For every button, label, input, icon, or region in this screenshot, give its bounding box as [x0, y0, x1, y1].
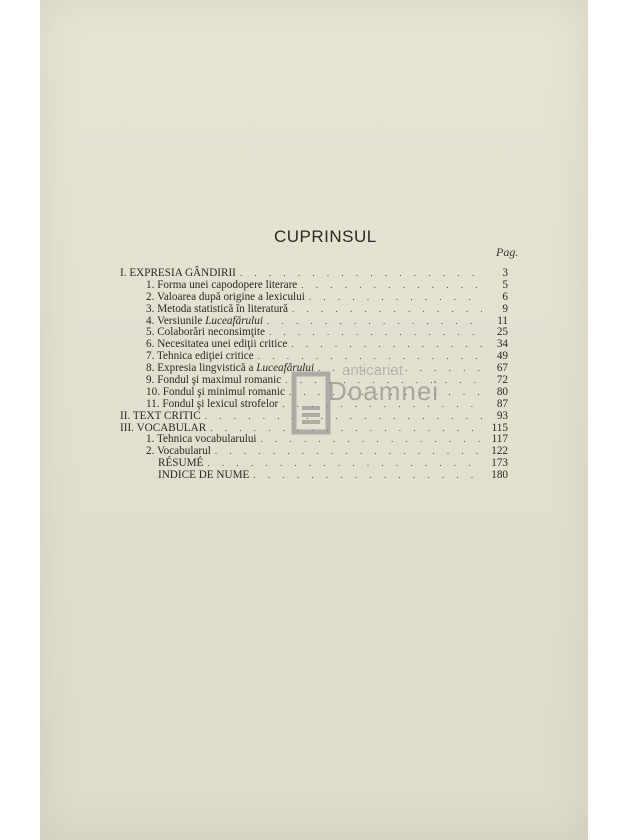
- dot-leader: [301, 280, 482, 292]
- page-column-label: Pag.: [496, 245, 519, 259]
- toc-entry-label: 4. Versiunile Luceafărului: [146, 314, 263, 327]
- toc-entry-page: 117: [491, 433, 508, 446]
- toc-entry-page: 49: [496, 350, 508, 363]
- toc-entry-label: 5. Colaborări neconsimţite: [146, 326, 265, 339]
- toc-entry-page: 122: [491, 445, 508, 458]
- toc-entry-label: II. TEXT CRITIC: [120, 409, 201, 422]
- toc-entry-label: 10. Fondul şi minimul romanic: [146, 385, 285, 398]
- toc-entry-label: 8. Expresia lingvistică a Luceafărului: [146, 362, 315, 375]
- watermark: [290, 362, 480, 452]
- toc-entry-page: 87: [496, 397, 508, 410]
- page-title: CUPRINSUL: [274, 227, 377, 246]
- toc-entry-label: INDICE DE NUME: [158, 469, 250, 482]
- watermark-top-text: anticariat: [342, 362, 403, 379]
- toc-entry-label: 3. Metoda statistică în literatură: [146, 302, 288, 315]
- toc-entry-label: 6. Necesitatea unei ediţii critice: [146, 338, 288, 351]
- toc-entry-label: 9. Fondul şi maximul romanic: [146, 374, 282, 386]
- dot-leader: [267, 316, 482, 328]
- toc-entry-page: 3: [502, 266, 508, 279]
- watermark-main-text: Doamnei: [328, 376, 440, 406]
- toc-entry-page: 115: [491, 421, 508, 434]
- toc-entry-label: I. EXPRESIA GÂNDIRII: [120, 266, 236, 279]
- toc-entry: [120, 470, 508, 482]
- toc-entry-page: 173: [491, 457, 508, 470]
- toc-entry-page: 72: [496, 374, 508, 386]
- toc-entry-page: 80: [496, 385, 508, 398]
- book-page: [40, 0, 588, 840]
- toc-entry-label: III. VOCABULAR: [120, 421, 207, 434]
- dot-leader: [309, 292, 482, 304]
- toc-entry-page: 9: [502, 302, 508, 315]
- toc-entry-page: 11: [497, 314, 508, 327]
- toc-entry-label: 2. Vocabularul: [146, 445, 211, 458]
- toc-entry-page: 25: [496, 326, 508, 339]
- toc-entry-label: 2. Valoarea după origine a lexicului: [146, 290, 305, 303]
- bookstore-logo-icon: [290, 370, 332, 436]
- dot-leader: [292, 304, 482, 316]
- toc-entry-page: 93: [496, 409, 508, 422]
- dot-leader: [269, 327, 482, 339]
- dot-leader: [291, 339, 482, 351]
- toc-entry-page: 5: [502, 278, 508, 291]
- toc-entry-page: 180: [491, 469, 508, 482]
- toc-entry-page: 6: [502, 290, 508, 303]
- toc-entry-label: 7. Tehnica ediţiei critice: [146, 350, 254, 363]
- toc-entry-label: 1. Forma unei capodopere literare: [146, 278, 298, 291]
- toc-entry-label: RÉSUMÉ: [158, 457, 204, 470]
- dot-leader: [253, 470, 482, 482]
- toc-entry-page: 34: [496, 338, 508, 351]
- toc-entry-label: 11. Fondul şi lexicul strofelor: [146, 397, 279, 410]
- toc-entry-label: 1. Tehnica vocabularului: [146, 433, 257, 446]
- toc-entry-page: 67: [496, 362, 508, 375]
